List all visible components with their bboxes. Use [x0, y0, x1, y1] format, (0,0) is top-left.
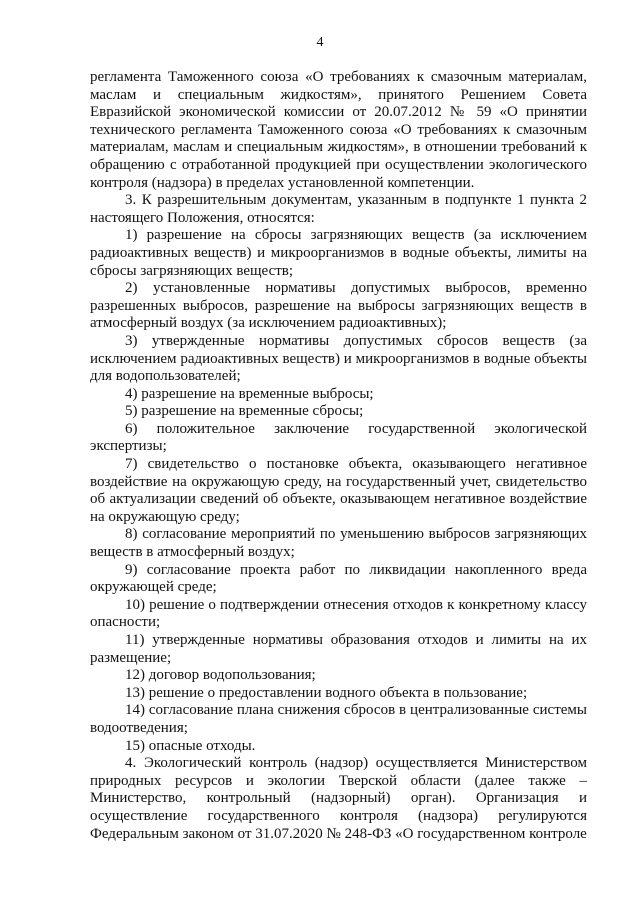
list-item-13: 13) решение о предоставлении водного объекта в пользование; [125, 684, 528, 701]
page-number: 4 [316, 35, 324, 50]
list-item-2: 2) установленные нормативы допустимых выбросов, временно разрешенных выбросов, разрешение на выбросы загрязняющих веществ в атмосферный воздух (за исключением радиоактивных); [90, 280, 587, 332]
list-item-7: 7) свидетельство о постановке объекта, оказывающего негативное воздействие на окружающую среду, на государственный учет, свидетельство об актуализации сведений об объекте, оказывающем негативное воздействие на окружающую среду; [90, 456, 587, 525]
list-item-8: 8) согласование мероприятий по уменьшению выбросов загрязняющих веществ в атмосферный воздух; [90, 526, 587, 561]
paragraph-3: 3. К разрешительным документам, указанным в подпункте 1 пункта 2 настоящего Положения, относятся: [90, 192, 587, 226]
paragraph-1: регламента Таможенного союза «О требованиях к смазочным материалам, маслам и специальным жидкостям», принятого Решением Совета Евразийской экономической комиссии от 20.07.2012 № 59 «О принятии технического регламента Таможенного союза «О требованиях к смазочным материалам, маслам и специальным жидкостям», в отношении требований к обращению с отработанной продукцией при осуществлении экологического контроля (надзора) в пределах установленной компетенции. [90, 69, 587, 191]
list-item-5: 5) разрешение на временные сбросы; [125, 403, 364, 420]
list-item-15: 15) опасные отходы. [125, 737, 256, 754]
list-item-10: 10) решение о подтверждении отнесения отходов к конкретному классу опасности; [90, 596, 587, 631]
list-item-12: 12) договор водопользования; [125, 667, 316, 684]
list-item-14: 14) согласование плана снижения сбросов в централизованные системы водоотведения; [90, 702, 587, 736]
document-body [90, 69, 587, 843]
list-item-6: 6) положительное заключение государственной экологической экспертизы; [90, 420, 587, 455]
paragraph-4: 4. Экологический контроль (надзор) осуществляется Министерством природных ресурсов и экологии Тверской области (далее также – Министерство, контрольный (надзорный) орган). Организация и осуществление государственного контроля (надзора) регулируются Федеральным законом от 31.07.2020 № 248-ФЗ «О государственном контроле [90, 755, 587, 842]
list-item-3: 3) утвержденные нормативы допустимых сбросов веществ (за исключением радиоактивных веществ) и микроорганизмов в водные объекты для водопользователей; [90, 332, 587, 385]
list-item-4: 4) разрешение на временные выбросы; [125, 385, 374, 402]
list-item-11: 11) утвержденные нормативы образования отходов и лимиты на их размещение; [90, 632, 587, 666]
list-item-9: 9) согласование проекта работ по ликвидации накопленного вреда окружающей среде; [90, 561, 587, 596]
list-item-1: 1) разрешение на сбросы загрязняющих веществ (за исключением радиоактивных веществ) и микроорганизмов в водные объекты, лимиты на сбросы загрязняющих веществ; [90, 227, 587, 279]
